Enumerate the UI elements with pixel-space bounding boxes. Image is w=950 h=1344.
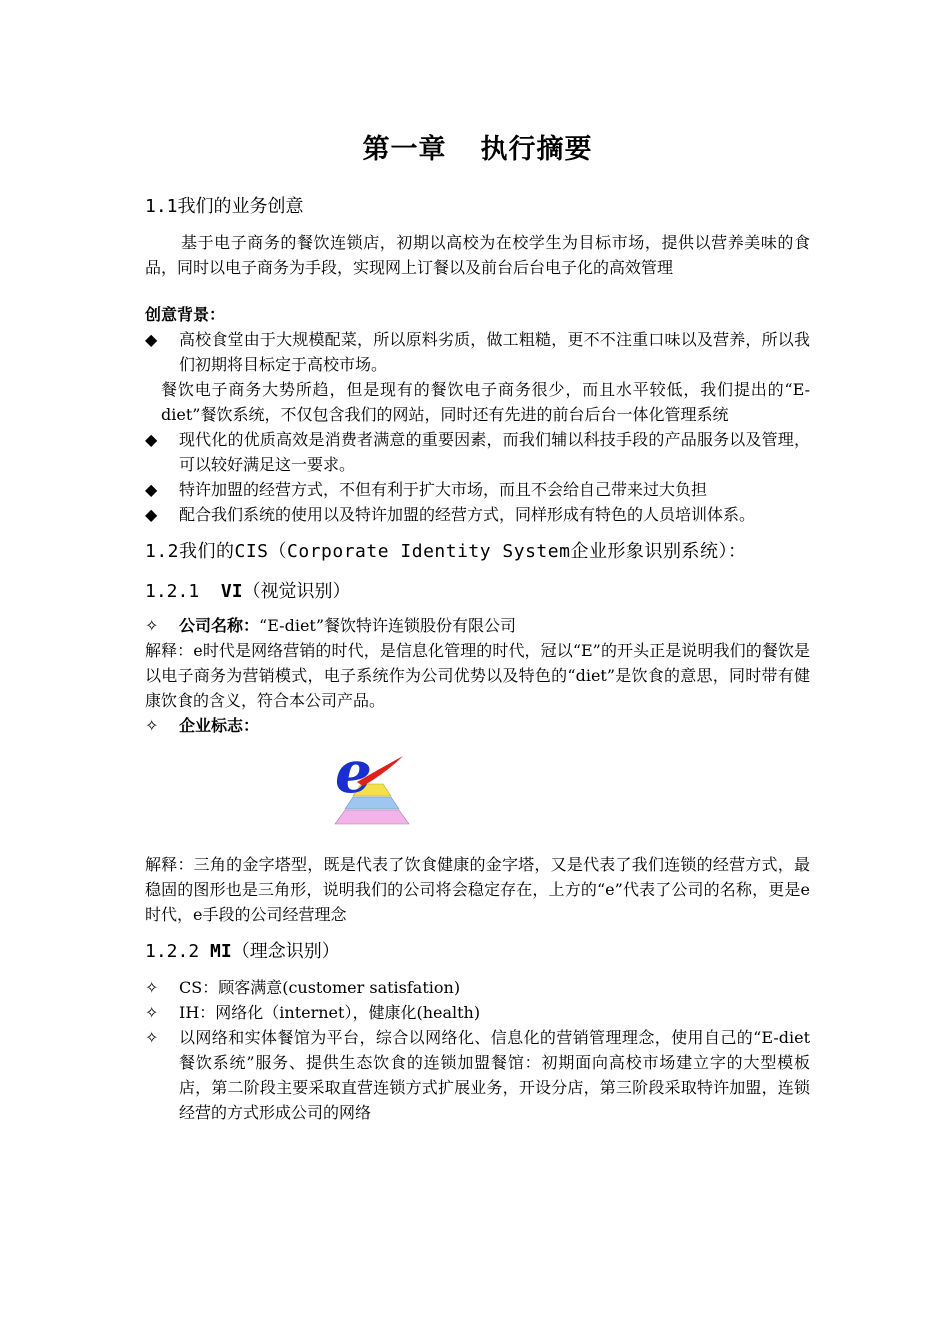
diamond-bullet-icon: ◆ bbox=[145, 430, 158, 449]
diamond-bullet-icon: ◆ bbox=[145, 505, 158, 524]
chapter-name: 执行摘要 bbox=[480, 134, 593, 165]
logo-explanation: 解释：三角的金字塔型，既是代表了饮食健康的金字塔，又是代表了我们连锁的经营方式，最稳固的图形也是三角形，说明我们的公司将会稳定存在，上方的“e”代表了公司的名称，更是e时代，e手段的公司经营理念 bbox=[145, 855, 810, 924]
company-logo bbox=[145, 740, 810, 836]
list-item-text: 高校食堂由于大规模配菜，所以原料劣质，做工粗糙，更不不注重口味以及营养，所以我们初期将目标定于高校市场。 bbox=[179, 330, 810, 374]
vi-logo-list bbox=[145, 713, 810, 738]
list-item bbox=[145, 477, 810, 502]
chapter-number: 第一章 bbox=[362, 134, 447, 165]
star-bullet-icon: ✧ bbox=[145, 1028, 159, 1047]
star-bullet-icon: ✧ bbox=[145, 1003, 159, 1022]
chapter-title bbox=[145, 130, 810, 170]
company-name-value: “E-diet”餐饮特许连锁股份有限公司 bbox=[259, 616, 517, 635]
business-idea-paragraph: 基于电子商务的餐饮连锁店，初期以高校为在校学生为目标市场，提供以营养美味的食品，同时以电子商务为手段，实现网上订餐以及前台后台电子化的高效管理 bbox=[145, 233, 810, 277]
list-item bbox=[145, 975, 810, 1000]
section-name: （理念识别） bbox=[231, 941, 340, 962]
section-heading-1-2-2 bbox=[145, 939, 810, 965]
list-item bbox=[145, 427, 810, 477]
list-item bbox=[145, 1000, 810, 1025]
list-item bbox=[145, 613, 810, 638]
svg-text:e: e bbox=[335, 746, 372, 806]
section-number: 1.2.1 bbox=[145, 581, 200, 602]
section-abbr: VI bbox=[220, 581, 243, 602]
background-label: 创意背景： bbox=[145, 305, 226, 324]
list-item-text: 配合我们系统的使用以及特许加盟的经营方式，同样形成有特色的人员培训体系。 bbox=[179, 505, 756, 524]
section-heading-1-2-1 bbox=[145, 579, 810, 605]
background-list bbox=[145, 327, 810, 527]
list-item-text: IH：网络化（internet），健康化(health) bbox=[179, 1003, 481, 1022]
company-name-explanation: 解释：e时代是网络营销的时代，是信息化管理的时代，冠以“E”的开头正是说明我们的餐饮是以电子商务为营销模式，电子系统作为公司优势以及特色的“diet”是饮食的意思，同时带有健康饮食的含义，符合本公司产品。 bbox=[145, 641, 810, 710]
vi-company-list bbox=[145, 613, 810, 638]
mi-list bbox=[145, 975, 810, 1125]
list-item-text: 以网络和实体餐馆为平台，综合以网络化、信息化的营销管理理念，使用自己的“E-diet餐饮系统”服务、提供生态饮食的连锁加盟餐馆：初期面向高校市场建立字的大型模板店，第二阶段主要采取直营连锁方式扩展业务，开设分店，第三阶段采取特许加盟，连锁经营的方式形成公司的网络 bbox=[179, 1028, 810, 1122]
document-page bbox=[145, 130, 810, 1135]
section-abbr: MI bbox=[210, 941, 232, 962]
list-item-text: 特许加盟的经营方式，不但有利于扩大市场，而且不会给自己带来过大负担 bbox=[179, 480, 708, 499]
section-heading-1-2: 1.2我们的CIS（Corporate Identity System企业形象识别系统）： bbox=[145, 541, 747, 562]
list-item-text: CS：顾客满意(customer satisfation) bbox=[179, 978, 461, 997]
list-item bbox=[145, 1025, 810, 1125]
section-heading-1-1: 1.1我们的业务创意 bbox=[145, 196, 304, 217]
diamond-bullet-icon: ◆ bbox=[145, 330, 158, 349]
list-item bbox=[145, 502, 810, 527]
section-number: 1.2.2 bbox=[145, 941, 200, 962]
star-bullet-icon: ✧ bbox=[145, 616, 159, 635]
star-bullet-icon: ✧ bbox=[145, 978, 159, 997]
list-item-text: 餐饮电子商务大势所趋，但是现有的餐饮电子商务很少，而且水平较低，我们提出的“E-diet”餐饮系统，不仅包含我们的网站，同时还有先进的前台后台一体化管理系统 bbox=[161, 380, 810, 424]
diamond-bullet-icon: ◆ bbox=[145, 480, 158, 499]
logo-label: 企业标志： bbox=[179, 716, 260, 735]
e-diet-pyramid-logo-icon bbox=[331, 746, 421, 826]
section-name: （视觉识别） bbox=[242, 581, 351, 602]
list-item-text: 现代化的优质高效是消费者满意的重要因素，而我们辅以科技手段的产品服务以及管理，可以较好满足这一要求。 bbox=[179, 430, 810, 474]
list-item bbox=[145, 327, 810, 377]
list-item bbox=[145, 713, 810, 738]
star-bullet-icon: ✧ bbox=[145, 716, 159, 735]
company-name-label: 公司名称： bbox=[179, 616, 260, 635]
list-item bbox=[145, 377, 810, 427]
